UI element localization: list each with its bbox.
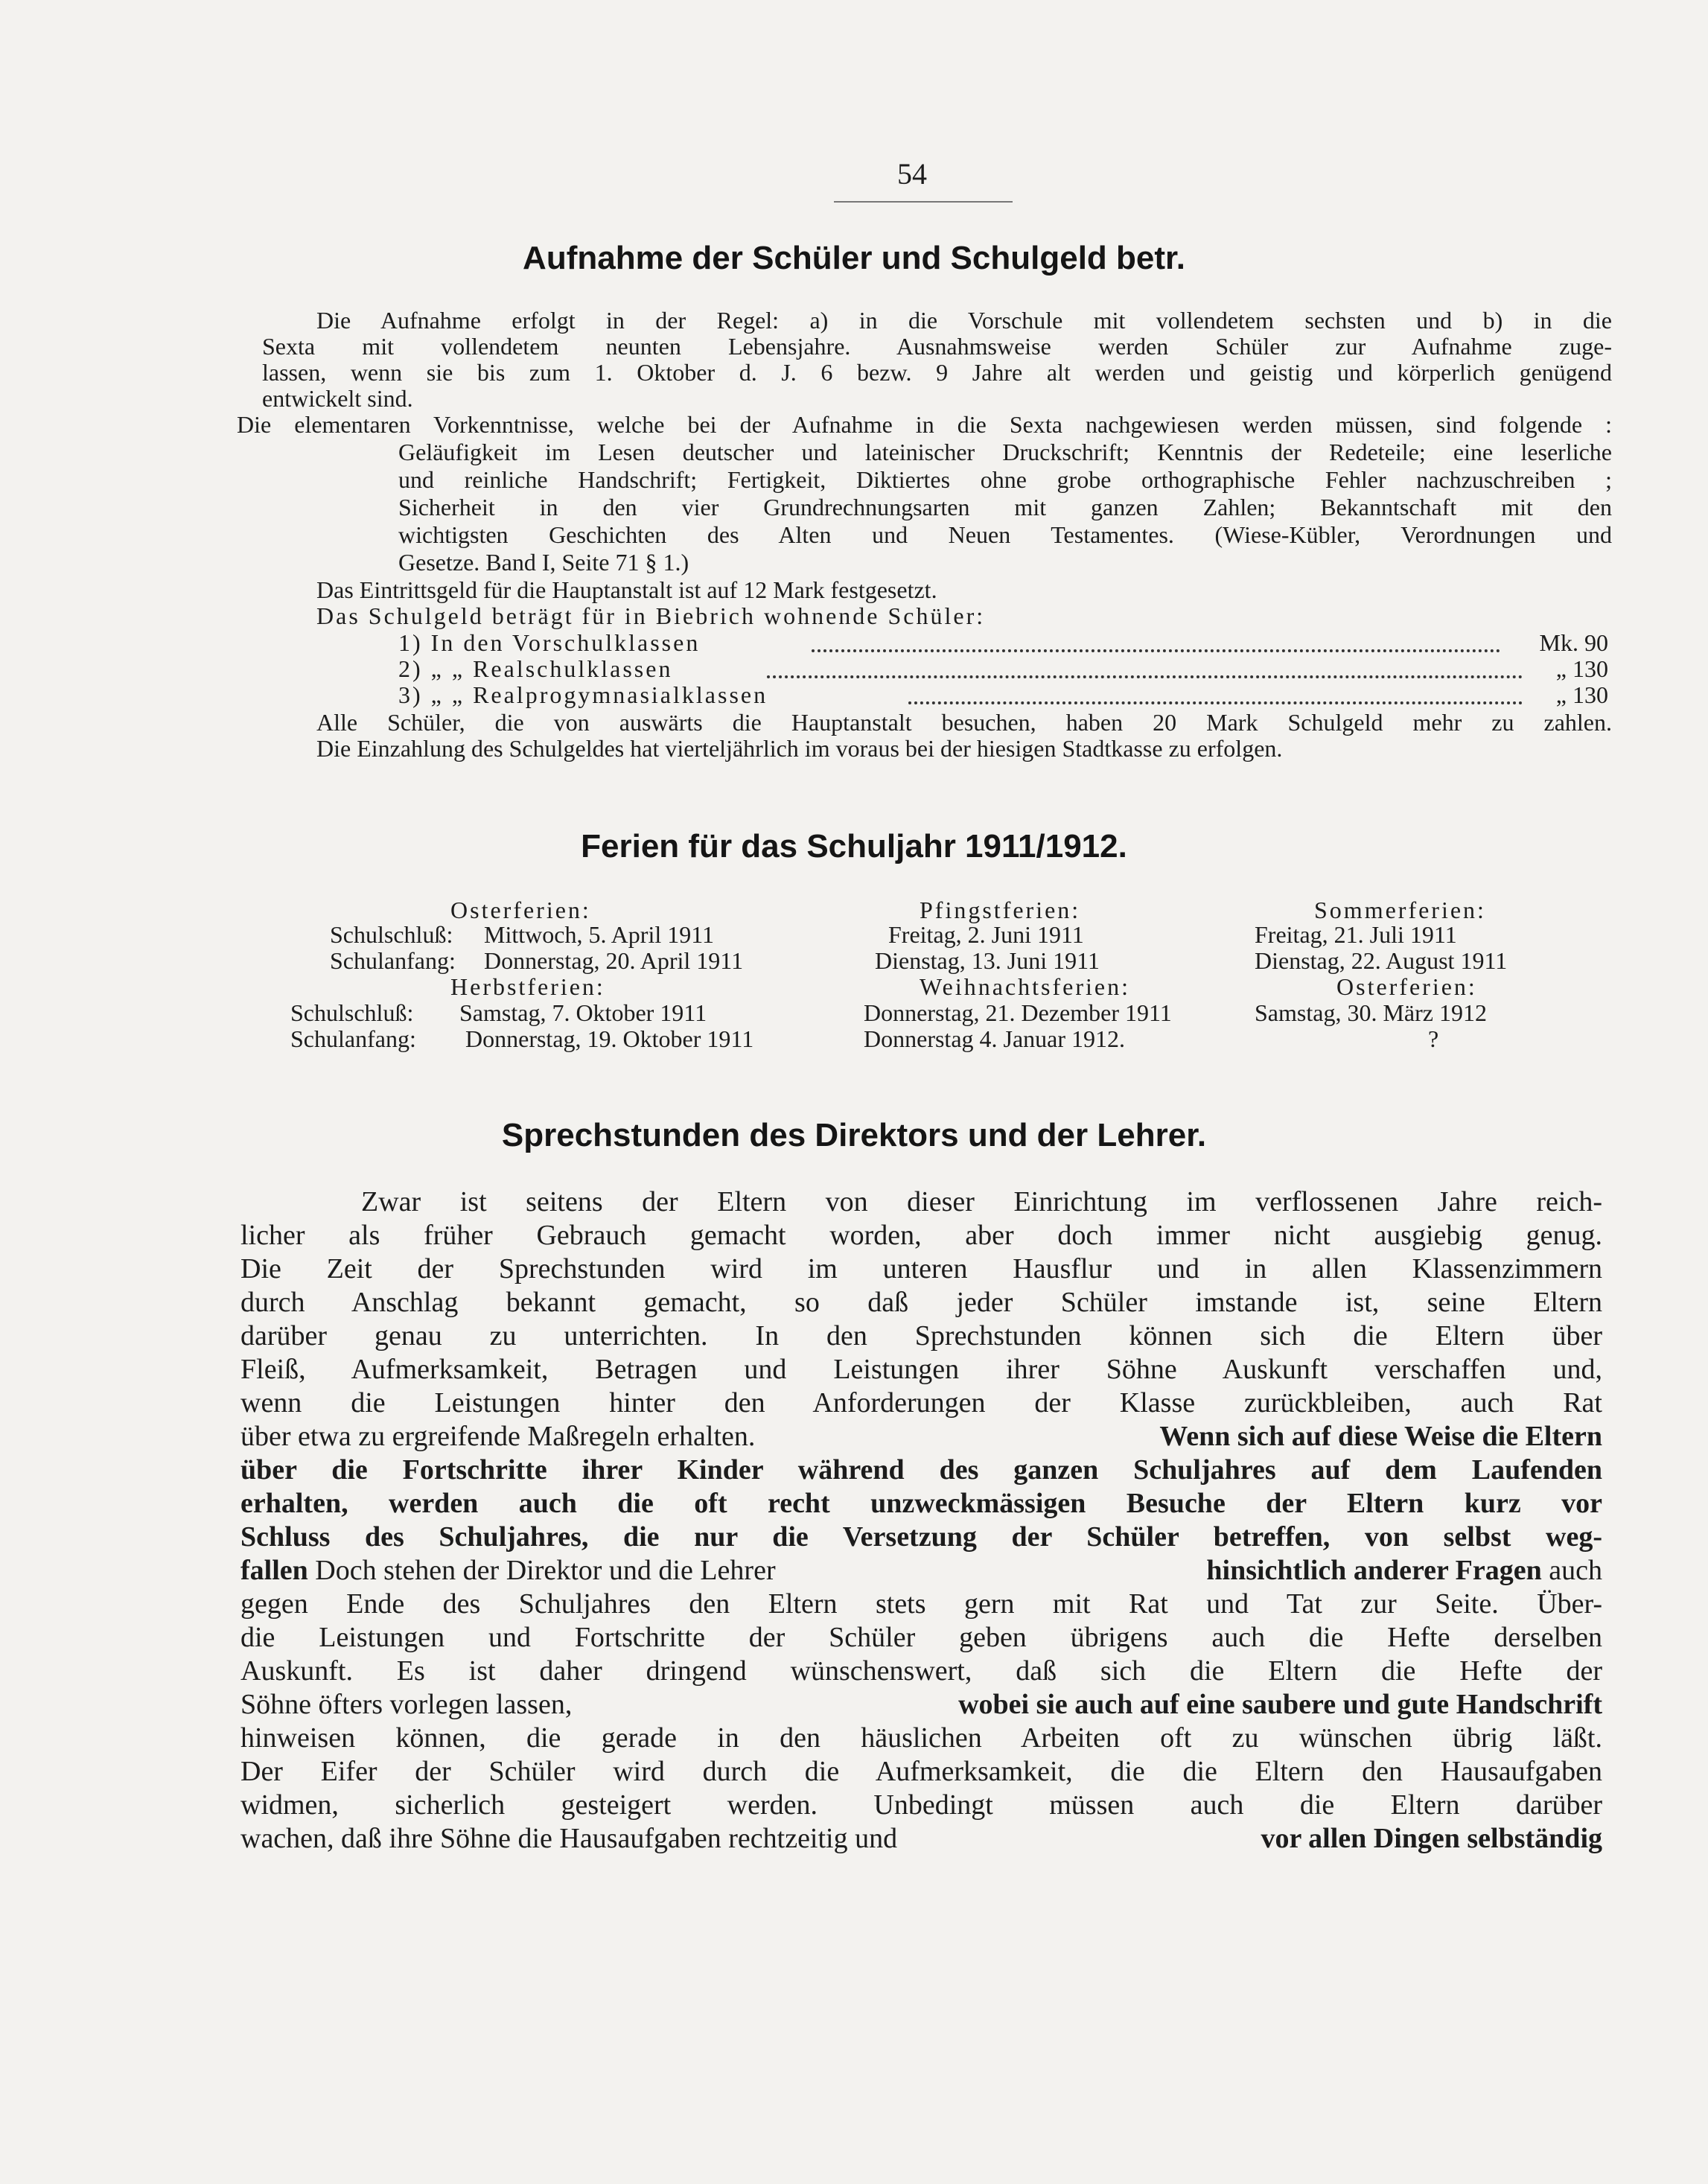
text-line: Der Eifer der Schüler wird durch die Aufmerksamkeit, die die Eltern den Hausaufgaben xyxy=(240,1756,1602,1787)
holiday-header: Weihnachtsferien: xyxy=(920,973,1130,1000)
dot-leader xyxy=(767,675,1523,678)
page-number: 54 xyxy=(897,157,927,191)
text-line-bold: erhalten, werden auch die oft recht unzweckmässigen Besuche der Eltern kurz vor xyxy=(240,1488,1602,1519)
date-cell: Freitag, 21. Juli 1911 xyxy=(1255,921,1457,948)
date-cell: ? xyxy=(1428,1025,1439,1052)
date-cell: Donnerstag 4. Januar 1912. xyxy=(864,1025,1126,1052)
entry-fee-text: Das Eintrittsgeld für die Hauptanstalt ist auf 12 Mark festgesetzt. xyxy=(316,576,937,603)
fee-label: 2) „ „ Realschulklassen xyxy=(398,655,673,682)
text-line: Die Zeit der Sprechstunden wird im unteren Hausflur und in allen Klassenzimmern xyxy=(240,1253,1602,1284)
text-normal: wachen, daß ihre Söhne die Hausaufgaben rechtzeitig und xyxy=(240,1823,898,1854)
payment-text: Die Einzahlung des Schulgeldes hat vierteljährlich im voraus bei der hiesigen Stadtkasse zu erfolgen. xyxy=(316,735,1283,762)
date-cell: Samstag, 7. Oktober 1911 xyxy=(459,999,707,1026)
date-cell: Donnerstag, 21. Dezember 1911 xyxy=(864,999,1172,1026)
fee-amount: Mk. 90 xyxy=(1539,629,1608,656)
text-line: Die elementaren Vorkenntnisse, welche bei der Aufnahme in die Sexta nachgewiesen werden müssen, sind folgende : xyxy=(237,411,1612,438)
row-label: Schulanfang: xyxy=(330,947,456,974)
page-number-rule xyxy=(834,201,1013,203)
text-line-bold: über die Fortschritte ihrer Kinder während des ganzen Schuljahres auf dem Laufenden xyxy=(240,1454,1602,1486)
text-line: die Leistungen und Fortschritte der Schüler geben übrigens auch die Hefte derselben xyxy=(240,1622,1602,1653)
text-line: licher als früher Gebrauch gemacht worden, aber doch immer nicht ausgiebig genug. xyxy=(240,1220,1602,1251)
text-normal: auch xyxy=(1541,1555,1602,1586)
text-line: Zwar ist seitens der Eltern von dieser Einrichtung im verflossenen Jahre reich- xyxy=(361,1186,1602,1217)
row-label: Schulanfang: xyxy=(290,1025,416,1052)
holiday-header: Sommerferien: xyxy=(1314,897,1486,923)
dot-leader xyxy=(812,649,1500,652)
section-title-admission: Aufnahme der Schüler und Schulgeld betr. xyxy=(523,240,1185,276)
row-label: Schulschluß: xyxy=(330,921,453,948)
fees-intro: Das Schulgeld beträgt für in Biebrich wohnende Schüler: xyxy=(316,602,986,629)
outside-students-text: Alle Schüler, die von auswärts die Hauptanstalt besuchen, haben 20 Mark Schulgeld mehr zu zahlen. xyxy=(316,709,1612,736)
date-cell: Dienstag, 22. August 1911 xyxy=(1255,947,1508,974)
text-line: Auskunft. Es ist daher dringend wünschenswert, daß sich die Eltern die Hefte der xyxy=(240,1655,1602,1687)
date-cell: Donnerstag, 20. April 1911 xyxy=(484,947,744,974)
text-line xyxy=(240,1688,1602,1722)
row-label: Schulschluß: xyxy=(290,999,414,1026)
text-line: wenn die Leistungen hinter den Anforderungen der Klasse zurückbleiben, auch Rat xyxy=(240,1387,1602,1419)
text-line: widmen, sicherlich gesteigert werden. Unbedingt müssen auch die Eltern darüber xyxy=(240,1789,1602,1821)
section-title-office-hours: Sprechstunden des Direktors und der Lehrer. xyxy=(501,1117,1207,1153)
text-bold: wobei sie auch auf eine saubere und gute Handschrift xyxy=(958,1689,1602,1720)
text-line: wichtigsten Geschichten des Alten und Neuen Testamentes. (Wiese-Kübler, Verordnungen und xyxy=(398,521,1612,548)
dot-leader xyxy=(908,701,1523,704)
date-cell: Dienstag, 13. Juni 1911 xyxy=(875,947,1100,974)
text-bold: fallen xyxy=(240,1555,308,1586)
date-cell: Mittwoch, 5. April 1911 xyxy=(484,921,715,948)
date-cell: Freitag, 2. Juni 1911 xyxy=(888,921,1084,948)
text-normal: Söhne öfters vorlegen lassen, xyxy=(240,1689,573,1720)
fee-amount: „ 130 xyxy=(1555,655,1608,682)
date-cell: Samstag, 30. März 1912 xyxy=(1255,999,1487,1026)
text-line: Geläufigkeit im Lesen deutscher und lateinischer Druckschrift; Kenntnis der Redeteile; eine leserliche xyxy=(398,439,1612,465)
holiday-header: Herbstferien: xyxy=(450,973,605,1000)
text-line: Fleiß, Aufmerksamkeit, Betragen und Leistungen ihrer Söhne Auskunft verschaffen und, xyxy=(240,1354,1602,1385)
date-cell: Donnerstag, 19. Oktober 1911 xyxy=(465,1025,754,1052)
text-line: lassen, wenn sie bis zum 1. Oktober d. J. 6 bezw. 9 Jahre alt werden und geistig und körperlich genügend xyxy=(262,359,1612,386)
text-line: Sexta mit vollendetem neunten Lebensjahre. Ausnahmsweise werden Schüler zur Aufnahme zuge- xyxy=(262,333,1612,360)
fee-amount: „ 130 xyxy=(1555,681,1608,708)
holiday-header: Osterferien: xyxy=(1336,973,1477,1000)
text-line: und reinliche Handschrift; Fertigkeit, Diktiertes ohne grobe orthographische Fehler nachzuschreiben ; xyxy=(398,466,1612,493)
text-normal: Doch stehen der Direktor und die Lehrer xyxy=(307,1555,776,1586)
text-line xyxy=(240,1822,1602,1856)
text-line xyxy=(240,1554,1602,1588)
text-line: entwickelt sind. xyxy=(262,385,413,412)
text-line: hinweisen können, die gerade in den häuslichen Arbeiten oft zu wünschen übrig läßt. xyxy=(240,1722,1602,1754)
text-bold: hinsichtlich anderer Fragen xyxy=(1206,1555,1542,1586)
text-normal: über etwa zu ergreifende Maßregeln erhalten. xyxy=(240,1421,756,1452)
text-bold: Wenn sich auf diese Weise die Eltern xyxy=(1159,1421,1602,1452)
text-line: Die Aufnahme erfolgt in der Regel: a) in die Vorschule mit vollendetem sechsten und b) in die xyxy=(316,307,1612,334)
section-title-holidays: Ferien für das Schuljahr 1911/1912. xyxy=(581,828,1127,865)
text-line xyxy=(240,1420,1602,1454)
holiday-header: Osterferien: xyxy=(450,897,591,923)
text-line: Sicherheit in den vier Grundrechnungsarten mit ganzen Zahlen; Bekanntschaft mit den xyxy=(398,494,1612,520)
text-line: gegen Ende des Schuljahres den Eltern stets gern mit Rat und Tat zur Seite. Über- xyxy=(240,1588,1602,1620)
fee-label: 1) In den Vorschulklassen xyxy=(398,629,701,656)
holiday-header: Pfingstferien: xyxy=(920,897,1081,923)
fee-label: 3) „ „ Realprogymnasialklassen xyxy=(398,681,768,708)
text-line-bold: Schluss des Schuljahres, die nur die Versetzung der Schüler betreffen, von selbst weg- xyxy=(240,1521,1602,1553)
text-bold: vor allen Dingen selbständig xyxy=(1261,1823,1602,1854)
text-line: darüber genau zu unterrichten. In den Sprechstunden können sich die Eltern über xyxy=(240,1320,1602,1352)
text-line: Gesetze. Band I, Seite 71 § 1.) xyxy=(398,549,689,576)
text-line: durch Anschlag bekannt gemacht, so daß jeder Schüler imstande ist, seine Eltern xyxy=(240,1287,1602,1318)
